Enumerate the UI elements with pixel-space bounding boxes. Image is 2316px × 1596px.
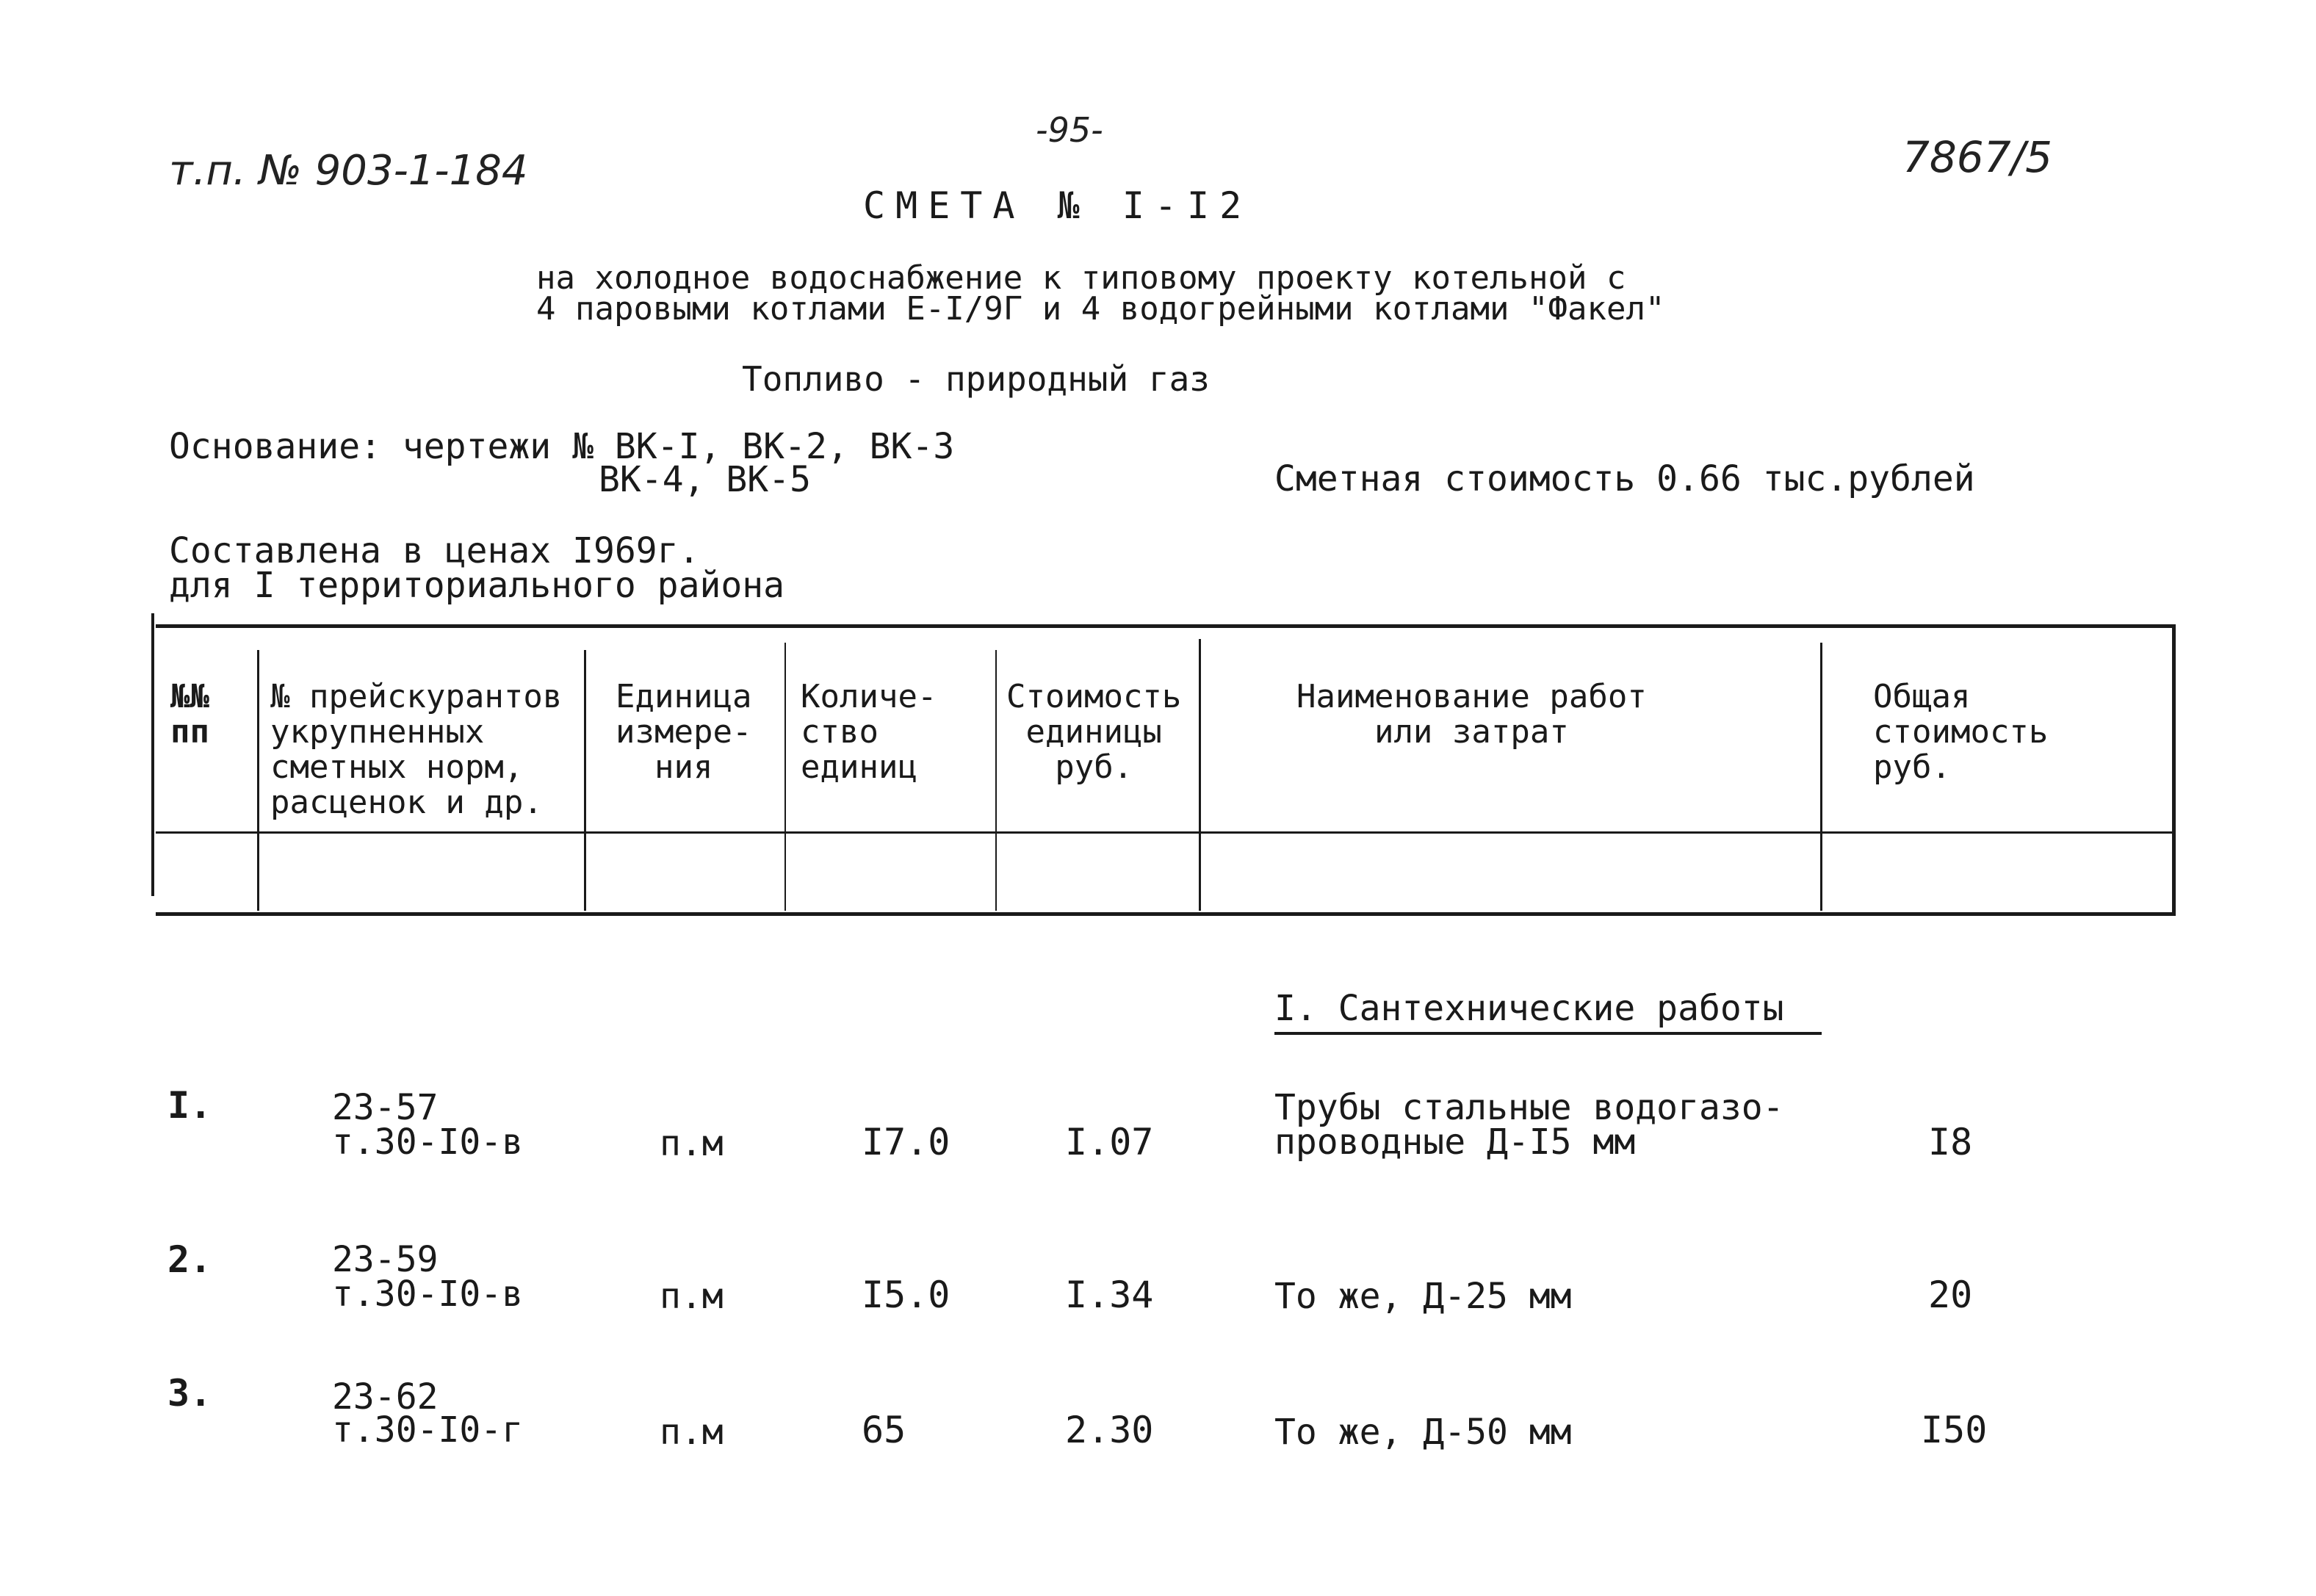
- archive-number: 7867/5: [1902, 132, 2053, 182]
- col-head-qty: Количе- ство единиц: [801, 678, 937, 786]
- subtitle-line-2: 4 паровыми котлами Е-I/9Г и 4 водогрейными котлами "Факел": [536, 290, 1665, 328]
- col-divider-6: [1820, 643, 1822, 911]
- row-code-1: 23-57: [332, 1087, 439, 1128]
- row-number: I.: [167, 1084, 212, 1127]
- fuel-line: Топливо - природный газ: [742, 359, 1210, 399]
- document-title: СМЕТА № I-I2: [863, 184, 1252, 227]
- tp-number: т.п. № 903-1-184: [169, 147, 528, 195]
- row-number: 3.: [167, 1372, 212, 1415]
- row-code-2: т.30-I0-в: [332, 1274, 524, 1315]
- row-unit: п.м: [660, 1412, 724, 1453]
- row-code-1: 23-62: [332, 1376, 439, 1418]
- row-name-2: проводные Д-I5 мм: [1274, 1122, 1636, 1163]
- col-head-pricelist: № прейскурантов укрупненных сметных норм, расценок и др.: [270, 678, 563, 821]
- col-head-num: №№ пп: [170, 678, 209, 751]
- row-code-2: т.30-I0-г: [332, 1409, 524, 1451]
- row-total: 20: [1928, 1274, 1973, 1316]
- row-unit: п.м: [660, 1276, 724, 1317]
- col-divider-4: [995, 650, 997, 911]
- table-top-rule: [156, 624, 2176, 628]
- row-unit-cost: I.07: [1065, 1121, 1154, 1163]
- section-title-underline: [1274, 1032, 1822, 1035]
- row-name-1: Трубы стальные водогазо-: [1274, 1087, 1784, 1128]
- col-divider-1: [257, 650, 259, 911]
- col-head-name: Наименование работ или затрат: [1296, 678, 1647, 751]
- row-total: I50: [1921, 1409, 1988, 1451]
- row-number: 2.: [167, 1238, 212, 1281]
- row-unit-cost: 2.30: [1065, 1409, 1154, 1451]
- section-title: I. Сантехнические работы: [1274, 988, 1784, 1029]
- col-head-unit-cost: Стоимость единицы руб.: [1006, 678, 1182, 786]
- table-left-border: [151, 613, 154, 896]
- basis-line-1: Основание: чертежи № ВК-I, ВК-2, ВК-3: [169, 426, 955, 467]
- row-qty: 65: [862, 1409, 906, 1451]
- col-divider-3: [784, 643, 786, 911]
- row-unit: п.м: [660, 1123, 724, 1164]
- page-number: -95-: [1036, 110, 1103, 150]
- table-header-rule: [156, 831, 2176, 834]
- row-code-1: 23-59: [332, 1239, 439, 1280]
- row-name-1: То же, Д-50 мм: [1274, 1412, 1572, 1453]
- table-right-border: [2172, 624, 2176, 914]
- col-head-total: Общая стоимость руб.: [1873, 678, 2049, 786]
- basis-line-2: ВК-4, ВК-5: [599, 459, 811, 500]
- row-name-1: То же, Д-25 мм: [1274, 1276, 1572, 1317]
- prices-line-1: Составлена в ценах I969г.: [169, 530, 700, 571]
- estimated-cost: Сметная стоимость 0.66 тыс.рублей: [1274, 458, 1975, 499]
- row-unit-cost: I.34: [1065, 1274, 1154, 1316]
- row-code-2: т.30-I0-в: [332, 1122, 524, 1163]
- table-bottom-rule: [156, 912, 2176, 916]
- prices-line-2: для I территориального района: [169, 565, 785, 606]
- col-head-unit: Единица измере- ния: [616, 678, 752, 786]
- row-qty: I5.0: [862, 1274, 950, 1316]
- subtitle-line-1: на холодное водоснабжение к типовому проекту котельной с: [536, 259, 1626, 297]
- row-qty: I7.0: [862, 1121, 950, 1163]
- row-total: I8: [1928, 1121, 1973, 1163]
- col-divider-2: [584, 650, 586, 911]
- col-divider-5: [1199, 639, 1201, 911]
